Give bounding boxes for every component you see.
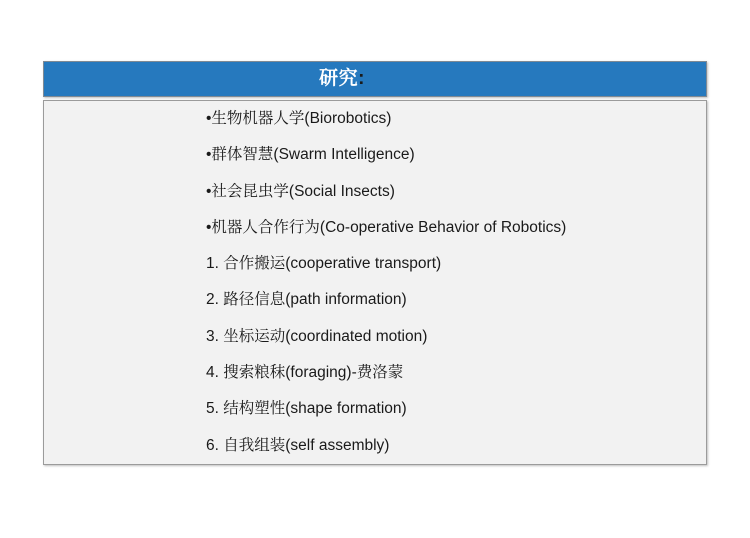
section-header <box>43 61 707 97</box>
section-title-text: 研究 <box>319 68 359 89</box>
content-panel <box>43 100 707 465</box>
section-title <box>319 62 365 96</box>
list-item-self-assembly: 6. 自我组装(self assembly) <box>206 436 390 454</box>
list-item-cooperative-behavior: •机器人合作行为(Co-operative Behavior of Robotics) <box>206 218 567 236</box>
list-item-coordinated-motion: 3. 坐标运动(coordinated motion) <box>206 327 428 345</box>
list-item-shape-formation: 5. 结构塑性(shape formation) <box>206 400 407 418</box>
list-item-swarm-intelligence: •群体智慧(Swarm Intelligence) <box>206 146 415 164</box>
section-title-colon: : <box>358 68 365 89</box>
list-item-cooperative-transport: 1. 合作搬运(cooperative transport) <box>206 255 442 273</box>
list-item-social-insects: •社会昆虫学(Social Insects) <box>206 182 395 200</box>
list-item-biorobotics: •生物机器人学(Biorobotics) <box>206 110 392 127</box>
list-item-path-information: 2. 路径信息(path information) <box>206 291 407 309</box>
list-item-foraging: 4. 搜索粮秣(foraging)-费洛蒙 <box>206 364 404 382</box>
